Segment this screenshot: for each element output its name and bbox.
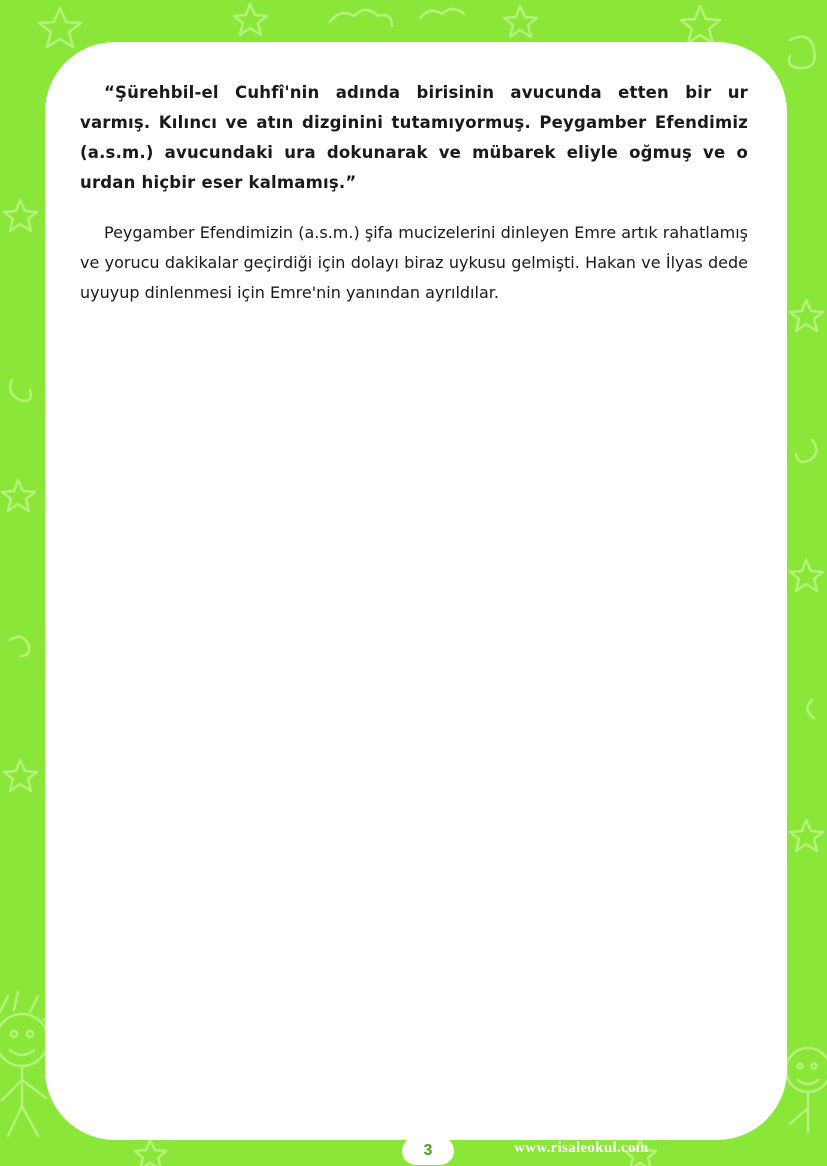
body-paragraph: Peygamber Efendimizin (a.s.m.) şifa mucizelerini dinleyen Emre artık rahatlamış ve yorucu dakikalar geçirdiği için dolayı biraz uykusu gelmişti. Hakan ve İlyas dede uyuyup dinlenmesi için Emre'nin yanından ayrıldılar. [80, 223, 748, 302]
star-doodle-icon [135, 1140, 166, 1166]
page-number: 3 [402, 1137, 454, 1165]
star-doodle-icon [790, 300, 823, 331]
child-doodle-icon [786, 1048, 827, 1132]
star-doodle-icon [681, 6, 720, 43]
star-doodle-icon [2, 480, 35, 511]
page-content [80, 78, 748, 308]
star-doodle-icon [4, 760, 37, 791]
star-doodle-icon [234, 4, 267, 35]
swirl-doodle-icon [10, 637, 29, 656]
star-doodle-icon [790, 820, 823, 851]
swirl-doodle-icon [796, 440, 817, 462]
swirl-doodle-icon [789, 37, 815, 69]
cloud-doodle-icon [420, 9, 464, 18]
quote-paragraph: “Şürehbil-el Cuhfî'nin adında birisinin avucunda etten bir ur varmış. Kılıncı ve atın dizginini tutamıyormuş. Peygamber Efendimiz (a.s.m.) avucundaki ura dokunarak ve mübarek eliyle oğmuş ve o urdan hiçbir eser kalmamış.” [80, 83, 748, 192]
swirl-doodle-icon [10, 380, 31, 401]
website-link[interactable]: www.risaleokul.com [514, 1140, 649, 1156]
star-doodle-icon [790, 560, 823, 591]
swirl-doodle-icon [807, 700, 814, 718]
star-doodle-icon [504, 6, 537, 37]
cloud-doodle-icon [330, 10, 392, 26]
star-doodle-icon [39, 8, 81, 47]
star-doodle-icon [4, 200, 37, 231]
